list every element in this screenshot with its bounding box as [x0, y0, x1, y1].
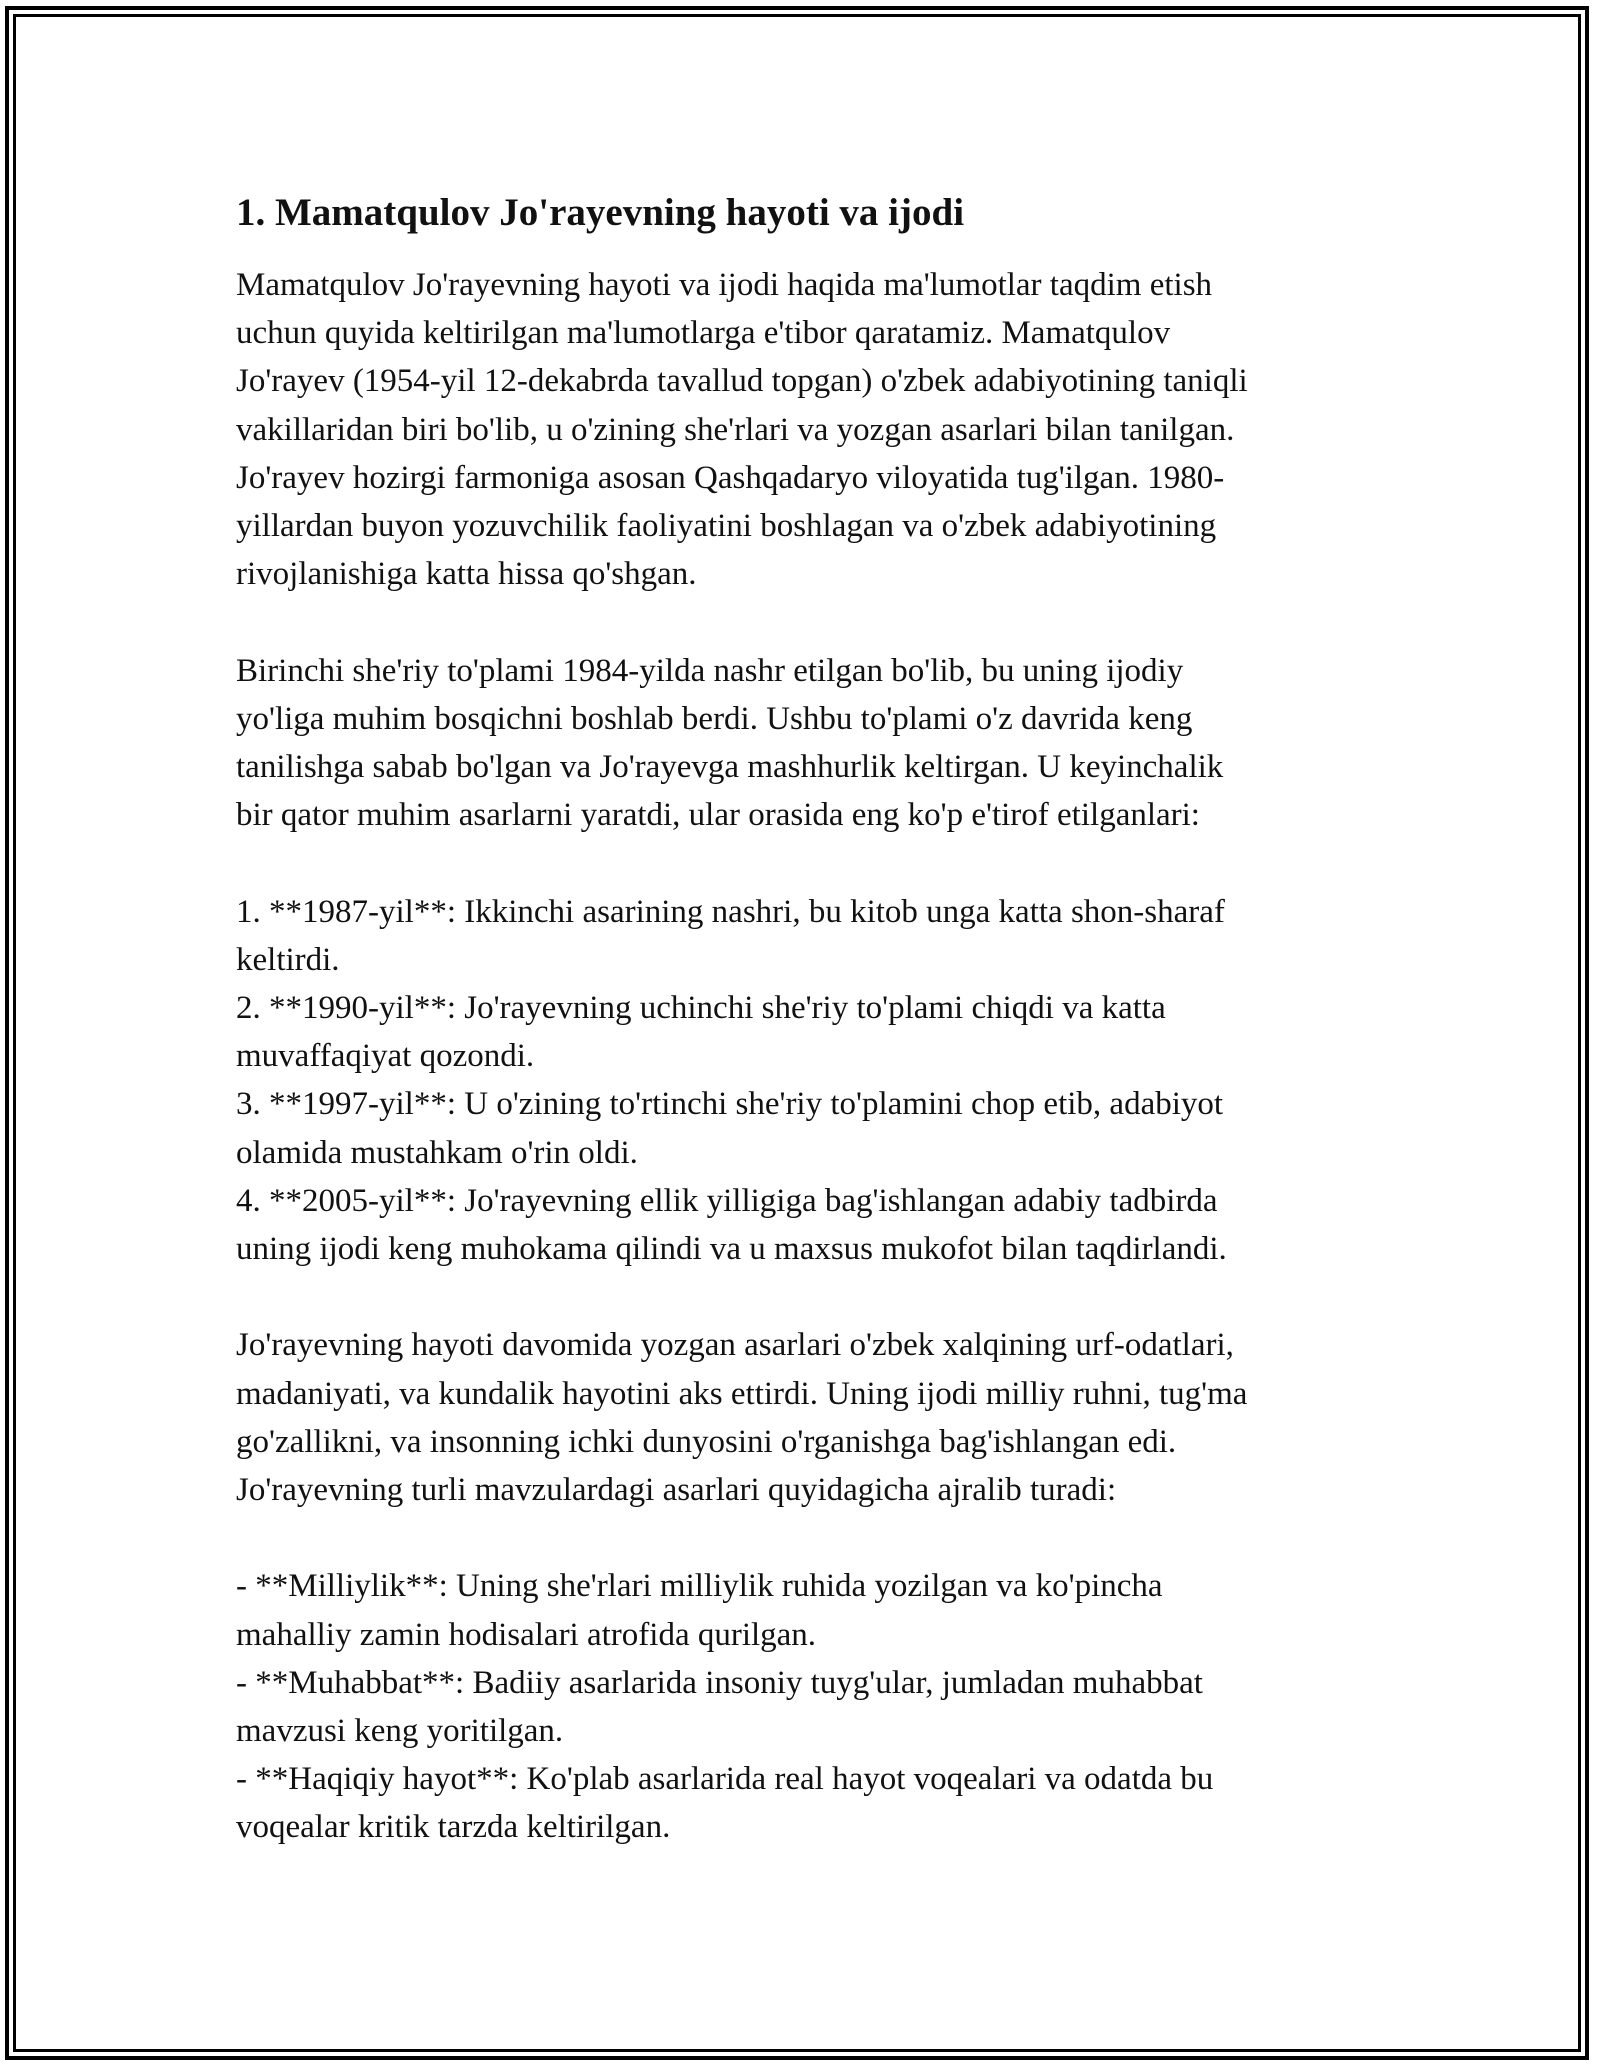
list-item-line: keltirdi. — [236, 941, 340, 978]
numbered-list — [236, 888, 1376, 1274]
paragraph-spacer — [236, 598, 1376, 646]
paragraph-line: rivojlanishiga katta hissa qo'shgan. — [236, 556, 697, 593]
paragraph-3 — [236, 1321, 1376, 1514]
list-item-line: 2. **1990-yil**: Jo'rayevning uchinchi she'riy to'plami chiqdi va katta — [236, 990, 1166, 1027]
list-item-line: 4. **2005-yil**: Jo'rayevning ellik yilligiga bag'ishlangan adabiy tadbirda — [236, 1182, 1218, 1219]
document-heading: 1. Mamatqulov Jo'rayevning hayoti va ijodi — [236, 191, 965, 234]
paragraph-line: madaniyati, va kundalik hayotini aks ettirdi. Uning ijodi milliy ruhni, tug'ma — [236, 1375, 1248, 1412]
list-item-line: mavzusi keng yoritilgan. — [236, 1713, 564, 1750]
document-body — [236, 185, 1376, 1852]
paragraph-line: Jo'rayevning hayoti davomida yozgan asarlari o'zbek xalqining urf-odatlari, — [236, 1327, 1234, 1364]
list-item-line: olamida mustahkam o'rin oldi. — [236, 1134, 638, 1171]
list-item-line: uning ijodi keng muhokama qilindi va u maxsus mukofot bilan taqdirlandi. — [236, 1231, 1227, 1268]
paragraph-line: bir qator muhim asarlarni yaratdi, ular orasida eng ko'p e'tirof etilganlari: — [236, 797, 1200, 834]
paragraph-line: yo'liga muhim bosqichni boshlab berdi. Ushbu to'plami o'z davrida keng — [236, 700, 1193, 737]
bullet-list — [236, 1562, 1376, 1851]
list-item-line: mahalliy zamin hodisalari atrofida qurilgan. — [236, 1616, 817, 1653]
list-item-line: 1. **1987-yil**: Ikkinchi asarining nashri, bu kitob unga katta shon-sharaf — [236, 893, 1225, 930]
list-item-line: muvaffaqiyat qozondi. — [236, 1038, 535, 1075]
list-item-line: voqealar kritik tarzda keltirilgan. — [236, 1809, 671, 1846]
paragraph-line: Jo'rayevning turli mavzulardagi asarlari quyidagicha ajralib turadi: — [236, 1472, 1117, 1509]
paragraph-line: tanilishga sabab bo'lgan va Jo'rayevga mashhurlik keltirgan. U keyinchalik — [236, 749, 1224, 786]
paragraph-line: Jo'rayev hozirgi farmoniga asosan Qashqadaryo viloyatida tug'ilgan. 1980- — [236, 459, 1225, 496]
paragraph-1 — [236, 261, 1376, 598]
paragraph-line: Jo'rayev (1954-yil 12-dekabrda tavallud topgan) o'zbek adabiyotining taniqli — [236, 363, 1248, 400]
paragraph-line: vakillaridan biri bo'lib, u o'zining she'rlari va yozgan asarlari bilan tanilgan. — [236, 411, 1235, 448]
paragraph-line: yillardan buyon yozuvchilik faoliyatini boshlagan va o'zbek adabiyotining — [236, 508, 1217, 545]
paragraph-spacer — [236, 1273, 1376, 1321]
paragraph-line: Birinchi she'riy to'plami 1984-yilda nashr etilgan bo'lib, bu uning ijodiy — [236, 652, 1184, 689]
list-item-line: - **Muhabbat**: Badiiy asarlarida insoniy tuyg'ular, jumladan muhabbat — [236, 1664, 1203, 1701]
paragraph-spacer — [236, 839, 1376, 887]
paragraph-line: Mamatqulov Jo'rayevning hayoti va ijodi haqida ma'lumotlar taqdim etish — [236, 267, 1213, 303]
paragraph-spacer — [236, 1514, 1376, 1562]
list-item-line: - **Milliylik**: Uning she'rlari milliylik ruhida yozilgan va ko'pincha — [236, 1568, 1163, 1605]
paragraph-2 — [236, 647, 1376, 840]
list-item-line: 3. **1997-yil**: U o'zining to'rtinchi she'riy to'plamini chop etib, adabiyot — [236, 1086, 1224, 1123]
paragraph-line: uchun quyida keltirilgan ma'lumotlarga e'tibor qaratamiz. Mamatqulov — [236, 315, 1171, 352]
list-item-line: - **Haqiqiy hayot**: Ko'plab asarlarida real hayot voqealari va odatda bu — [236, 1761, 1214, 1798]
paragraph-line: go'zallikni, va insonning ichki dunyosini o'rganishga bag'ishlangan edi. — [236, 1423, 1177, 1460]
